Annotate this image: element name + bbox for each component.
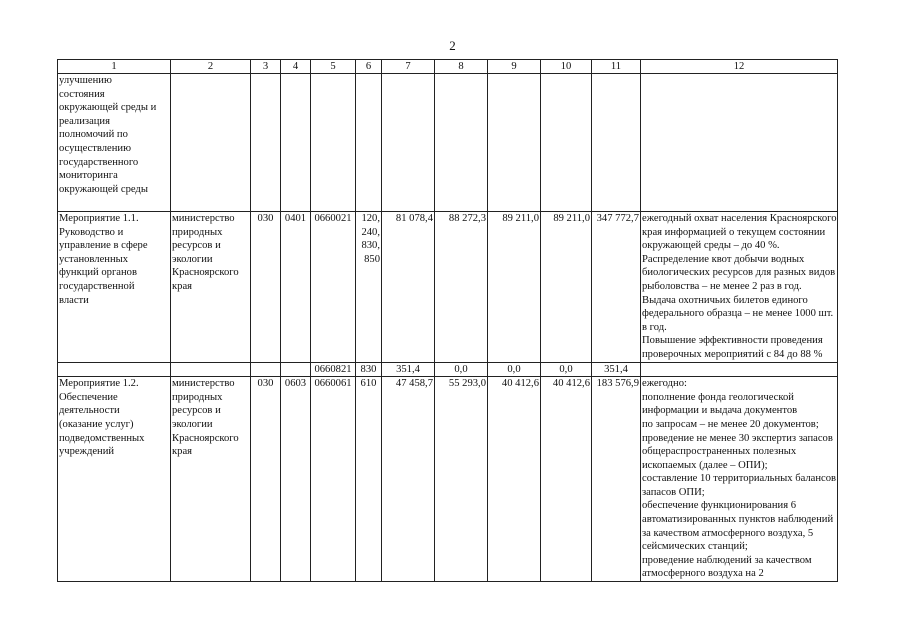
- text-line: запасов ОПИ;: [642, 486, 705, 498]
- col-header-12: 12: [641, 60, 838, 74]
- text-line: природных: [172, 226, 223, 238]
- text-line: проведение не менее 30 экспертиз запасов: [642, 432, 833, 444]
- text-line: 120,: [361, 213, 380, 224]
- text-line: проверочных мероприятий с 84 до 88 %: [642, 348, 823, 360]
- text-line: Выдача охотничьих билетов единого: [642, 294, 808, 306]
- table-row-measure-1-1: [58, 212, 838, 363]
- text-line: Мероприятие 1.2.: [59, 378, 139, 390]
- table-row-continuation: [58, 74, 838, 212]
- text-line: проведение наблюдений за качеством: [642, 554, 812, 566]
- text-line: Красноярского: [172, 267, 239, 279]
- text-line: Красноярского: [172, 432, 239, 444]
- measure-title: [58, 212, 171, 363]
- text-line: реализация: [59, 115, 110, 127]
- code-rzpr: 0603: [281, 377, 311, 582]
- col-header-10: 10: [541, 60, 592, 74]
- amount-total: 351,4: [592, 362, 641, 377]
- text-line: окружающей среды и: [59, 102, 157, 114]
- amount-year-2: 0,0: [435, 362, 488, 377]
- code-vr: 830: [356, 362, 382, 377]
- col-header-3: 3: [251, 60, 281, 74]
- text-line: ископаемых (далее – ОПИ);: [642, 459, 768, 471]
- code-vr: 610: [356, 377, 382, 582]
- text-line: экологии: [172, 253, 213, 265]
- text-line: края: [172, 280, 193, 292]
- text-line: автоматизированных пунктов наблюдений: [642, 514, 834, 526]
- empty-cell: [311, 74, 356, 212]
- amount-year-1: 81 078,4: [382, 212, 435, 363]
- text-line: биологических ресурсов для разных видов: [642, 267, 836, 279]
- text-line: обеспечение функционирования 6: [642, 500, 797, 512]
- text-line: управление в сфере: [59, 240, 148, 252]
- text-line: мониторинга: [59, 170, 118, 182]
- amount-total: 347 772,7: [592, 212, 641, 363]
- text-line: информации и выдача документов: [642, 405, 798, 417]
- empty-cell: [592, 74, 641, 212]
- text-line: федерального образца – не менее 1000 шт.: [642, 308, 834, 320]
- text-line: составление 10 территориальных балансов: [642, 473, 837, 485]
- code-csr: 0660021: [311, 212, 356, 363]
- code-rzpr: 0401: [281, 212, 311, 363]
- text-line: рыболовства – не менее 2 раз в год.: [642, 280, 802, 292]
- amount-year-4: 40 412,6: [541, 377, 592, 582]
- amount-year-4: 0,0: [541, 362, 592, 377]
- col-header-11: 11: [592, 60, 641, 74]
- text-line: ежегодный охват населения Красноярского: [642, 213, 837, 224]
- text-line: Повышение эффективности проведения: [642, 335, 823, 347]
- amount-year-4: 89 211,0: [541, 212, 592, 363]
- text-line: общераспространенных полезных: [642, 446, 797, 458]
- text-line: Распределение квот добычи водных: [642, 253, 805, 265]
- text-line: Мероприятие 1.1.: [59, 213, 139, 224]
- amount-year-1: 351,4: [382, 362, 435, 377]
- text-line: пополнение фонда геологической: [642, 391, 794, 403]
- empty-cell: [281, 74, 311, 212]
- text-line: 240,: [361, 226, 380, 238]
- text-line: власти: [59, 294, 89, 306]
- code-grbs: 030: [251, 212, 281, 363]
- empty-cell: [541, 74, 592, 212]
- text-line: государственного: [59, 156, 139, 168]
- text-line: (оказание услуг): [59, 418, 134, 430]
- amount-year-3: 0,0: [488, 362, 541, 377]
- amount-year-2: 55 293,0: [435, 377, 488, 582]
- text-line: министерство: [172, 378, 235, 390]
- text-line: улучшению: [59, 75, 112, 86]
- text-line: состояния: [59, 88, 105, 100]
- program-table: [57, 59, 838, 582]
- empty-cell: [58, 362, 171, 377]
- text-line: 830,: [361, 240, 380, 252]
- empty-cell: [641, 362, 838, 377]
- text-line: осуществлению: [59, 142, 131, 154]
- col-header-4: 4: [281, 60, 311, 74]
- text-line: экологии: [172, 418, 213, 430]
- col-header-2: 2: [171, 60, 251, 74]
- text-line: за качеством атмосферного воздуха, 5: [642, 527, 814, 539]
- empty-cell: [382, 74, 435, 212]
- text-line: министерство: [172, 213, 235, 224]
- code-csr: 0660821: [311, 362, 356, 377]
- text-line: установленных: [59, 253, 129, 265]
- text-line: ежегодно:: [642, 378, 687, 390]
- text-line: Руководство и: [59, 226, 124, 238]
- text-line: учреждений: [59, 446, 115, 458]
- text-line: в год.: [642, 321, 667, 333]
- col-header-7: 7: [382, 60, 435, 74]
- empty-cell: [171, 74, 251, 212]
- empty-cell: [641, 74, 838, 212]
- measure-title: [58, 377, 171, 582]
- column-numbers-row: [58, 60, 838, 74]
- text-line: деятельности: [59, 405, 120, 417]
- empty-cell: [356, 74, 382, 212]
- empty-cell: [251, 74, 281, 212]
- code-csr: 0660061: [311, 377, 356, 582]
- text-line: сейсмических станций;: [642, 541, 748, 553]
- amount-year-3: 40 412,6: [488, 377, 541, 582]
- expected-result: [641, 377, 838, 582]
- text-line: ресурсов и: [172, 405, 221, 417]
- text-line: подведомственных: [59, 432, 145, 444]
- empty-cell: [251, 362, 281, 377]
- empty-cell: [435, 74, 488, 212]
- text-line: атмосферного воздуха на 2: [642, 568, 764, 580]
- text-line: 850: [364, 253, 380, 265]
- text-line: природных: [172, 391, 223, 403]
- empty-cell: [281, 362, 311, 377]
- code-vr: [356, 212, 382, 363]
- table-row-subline: [58, 362, 838, 377]
- amount-year-3: 89 211,0: [488, 212, 541, 363]
- text-line: ресурсов и: [172, 240, 221, 252]
- col-header-1: 1: [58, 60, 171, 74]
- page-number: 2: [449, 38, 456, 53]
- text-line: окружающей среды – до 40 %.: [642, 240, 780, 252]
- col-header-5: 5: [311, 60, 356, 74]
- col-header-9: 9: [488, 60, 541, 74]
- continuation-description: [58, 74, 171, 212]
- text-line: края: [172, 446, 193, 458]
- code-grbs: 030: [251, 377, 281, 582]
- text-line: Обеспечение: [59, 391, 118, 403]
- empty-cell: [171, 362, 251, 377]
- amount-total: 183 576,9: [592, 377, 641, 582]
- amount-year-1: 47 458,7: [382, 377, 435, 582]
- text-line: полномочий по: [59, 129, 128, 141]
- empty-cell: [488, 74, 541, 212]
- col-header-6: 6: [356, 60, 382, 74]
- amount-year-2: 88 272,3: [435, 212, 488, 363]
- text-line: края информацией о текущем состоянии: [642, 226, 826, 238]
- text-line: государственной: [59, 280, 135, 292]
- expected-result: [641, 212, 838, 363]
- table-row-measure-1-2: [58, 377, 838, 582]
- text-line: окружающей среды: [59, 183, 148, 195]
- text-line: по запросам – не менее 20 документов;: [642, 418, 819, 430]
- col-header-8: 8: [435, 60, 488, 74]
- text-line: функций органов: [59, 267, 137, 279]
- executor: [171, 377, 251, 582]
- executor: [171, 212, 251, 363]
